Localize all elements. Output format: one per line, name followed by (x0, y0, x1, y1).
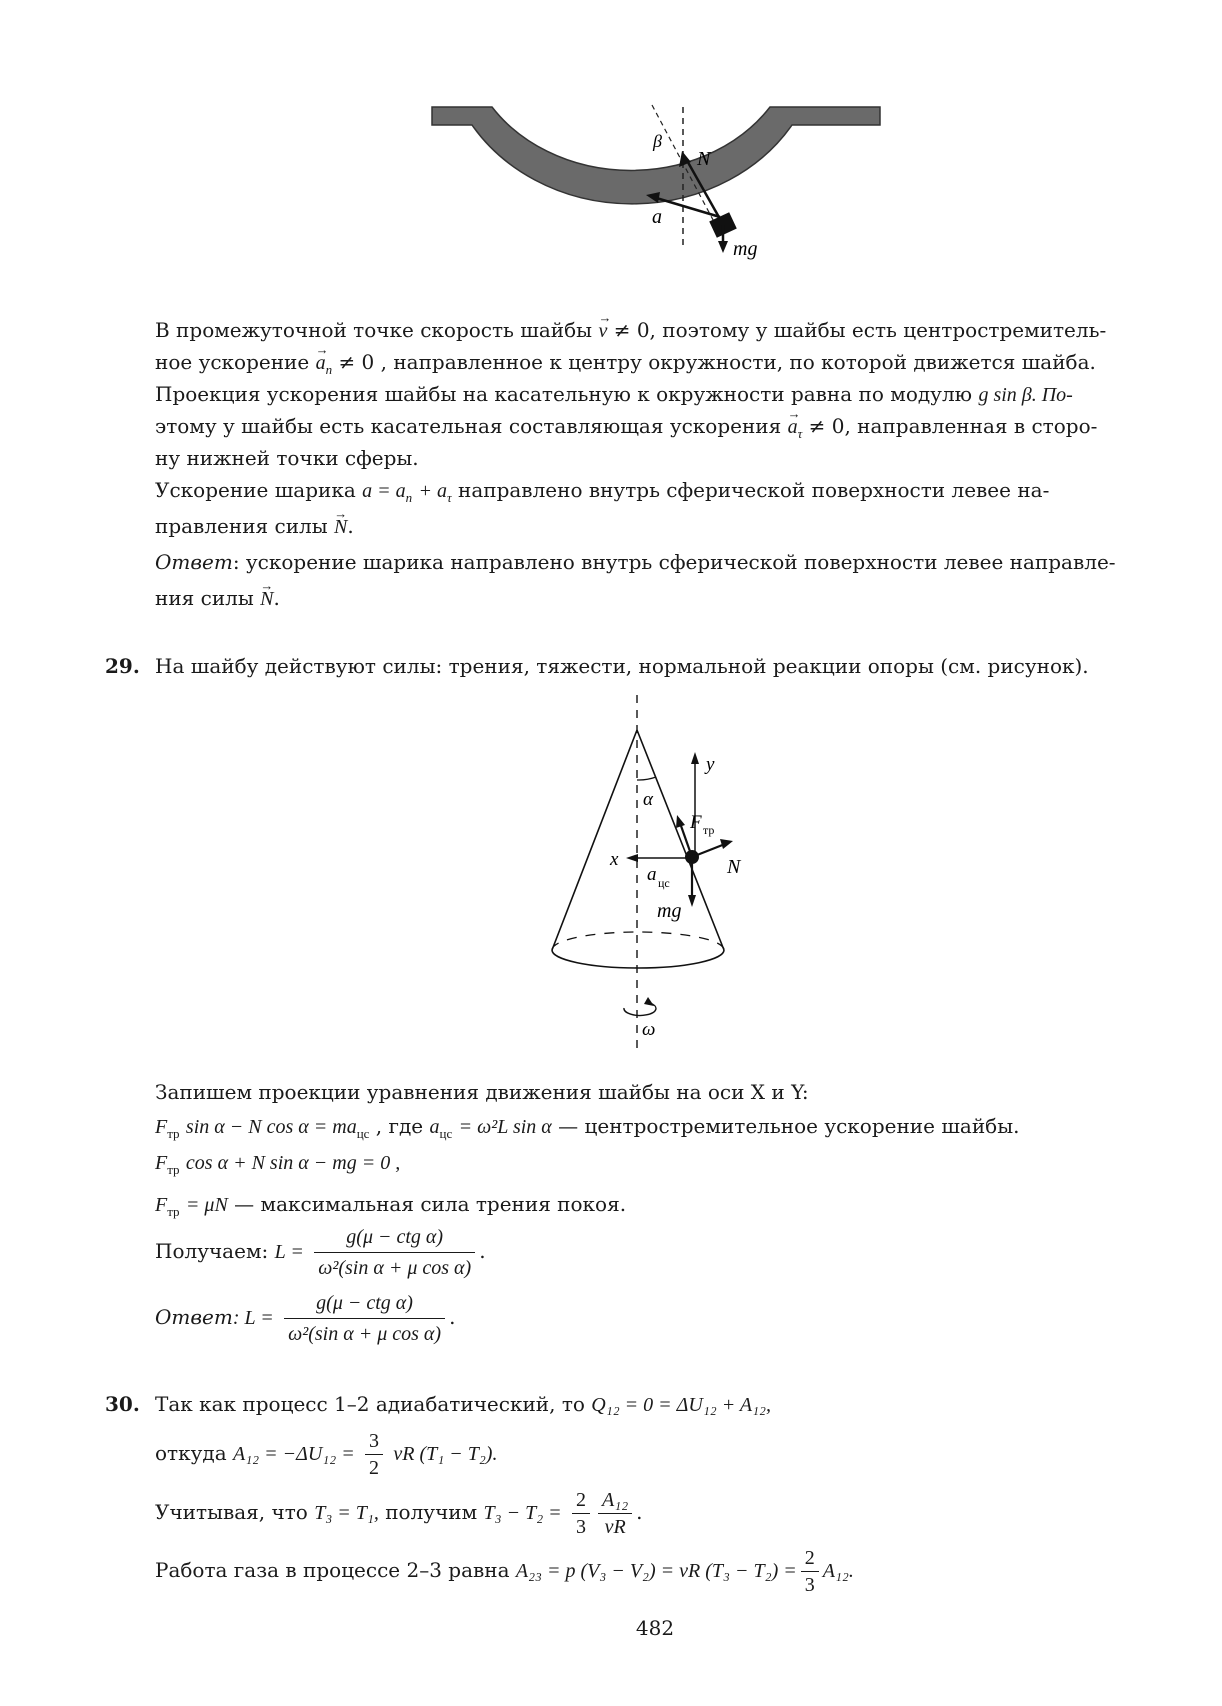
x-arrowhead (626, 854, 638, 862)
normal-arrowhead-cone (720, 839, 733, 849)
eq2-rest: cos α + N sin α − mg = 0 , (185, 1152, 401, 1174)
y-arrowhead (691, 752, 699, 764)
p28-line-7: правления силы → N. (155, 512, 354, 541)
p30-line-4 (155, 1545, 854, 1598)
p30-line-2 (155, 1428, 497, 1481)
p29-intro: На шайбу действуют силы: трения, тяжести, нормальной реакции опоры (см. рисунок). (155, 654, 1089, 678)
p28-line-1 (155, 316, 1106, 345)
p30-l2-den: 2 (369, 1457, 380, 1479)
alpha-label: α (643, 789, 653, 810)
accel-sum-sub2: τ (446, 490, 452, 505)
problem-29-number: 29. (105, 654, 140, 678)
answer-denominator: ω²(sin α + μ cos α) (288, 1323, 442, 1345)
eq1-F-sub: тр (167, 1126, 180, 1141)
an-sub: n (325, 362, 333, 377)
accel-sum-formula: a = a (362, 480, 406, 502)
x-label: x (610, 849, 619, 870)
beta-label: β (653, 131, 662, 151)
p30-l4-tail: A₁₂. (822, 1560, 854, 1582)
p30-l1-text: Так как процесс 1–2 адиабатический, то (155, 1392, 585, 1416)
p30-l4-text: Работа газа в процессе 2–3 равна (155, 1558, 510, 1582)
p28-l1-text: В промежуточной точке скорость шайбы (155, 318, 593, 342)
p28-l2-tail: ≠ 0 , направленное к центру окружности, по которой движется шайба. (338, 350, 1096, 374)
p28-l7-text: правления силы (155, 514, 328, 538)
p29-answer-label: Ответ (155, 1305, 233, 1329)
eq1-a-val: = ω²L sin α (458, 1116, 552, 1138)
p30-l3-num1: 2 (572, 1487, 590, 1514)
a-cs-sub-label: цс (658, 876, 670, 890)
p30-l3-formula: T₃ = T₁, (314, 1502, 379, 1524)
p30-l2-num: 3 (365, 1428, 383, 1455)
bowl-figure (420, 95, 900, 295)
cone-base-back (552, 932, 724, 950)
p30-l3-fraction2 (598, 1487, 632, 1540)
p28-line-2 (155, 348, 1096, 384)
p29-eq-1 (155, 1112, 1019, 1148)
answer-text: : ускорение шарика направлено внутрь сферической поверхности левее направле- (232, 550, 1116, 574)
p29-eq-3 (155, 1190, 626, 1226)
p29-eq-intro-text: Запишем проекции уравнения движения шайбы на оси X и Y: (155, 1080, 809, 1104)
eq1-where: , где (375, 1114, 424, 1138)
result-numerator: g(μ − ctg α) (314, 1222, 475, 1253)
answer-N-symbol: → N (260, 585, 273, 613)
p28-answer-line-2: ния силы → N. (155, 584, 280, 613)
a-cs-label: a (647, 864, 657, 885)
N-cone-label: N (727, 856, 741, 878)
p28-answer-line-1 (155, 548, 1116, 576)
p28-l3-text: Проекция ускорения шайбы на касательную к окружности равна по модулю (155, 382, 973, 406)
p30-l2-fraction (365, 1428, 383, 1481)
p30-l3-text2: получим (385, 1500, 478, 1524)
F-sub-label: тр (703, 823, 715, 837)
accel-sum-sub1: n (405, 490, 413, 505)
mg-label: mg (733, 238, 758, 260)
result-label: Получаем: (155, 1239, 269, 1263)
friction-arrowhead (676, 815, 685, 828)
p30-l3-den2: νR (604, 1516, 626, 1538)
p28-l6-tail: направлено внутрь сферической поверхности левее на- (458, 478, 1050, 502)
an-symbol: → a (316, 349, 326, 377)
N-symbol: → N (334, 513, 347, 541)
p28-line-6 (155, 476, 1049, 512)
rotation-arrowhead (644, 997, 654, 1006)
p30-l3-num2: A₁₂ (598, 1487, 632, 1514)
mg-cone-label: mg (657, 900, 682, 922)
cone-left-edge (552, 730, 637, 950)
p28-l6-text: Ускорение шарика (155, 478, 356, 502)
p28-l1-tail: ≠ 0, поэтому у шайбы есть центростремитель- (613, 318, 1107, 342)
p30-l1-formula: Q₁₂ = 0 = ΔU₁₂ + A₁₂, (591, 1394, 771, 1416)
bowl-shape (432, 107, 880, 204)
accel-sum-formula2: + a (418, 480, 447, 502)
p28-l3-formula: g sin β. По- (978, 384, 1073, 406)
p29-result: Получаем: L = $\frac{\text{g(μ − ctg α)}}{\text{ω²(sin α + μ cos α)}}$ . (155, 1222, 486, 1283)
p28-l4-text: этому у шайбы есть касательная составляющая ускорения (155, 414, 782, 438)
answer-numerator: g(μ − ctg α) (284, 1288, 445, 1319)
gravity-arrowhead-cone (688, 895, 696, 907)
result-L: L = (274, 1241, 304, 1263)
p30-l2-formula: A₁₂ = −ΔU₁₂ = (232, 1443, 355, 1465)
result-fraction (314, 1222, 475, 1283)
eq2-F: F (155, 1152, 168, 1174)
omega-label: ω (642, 1019, 656, 1040)
result-denominator: ω²(sin α + μ cos α) (318, 1257, 472, 1279)
p29-eq-2 (155, 1148, 400, 1184)
p30-l2-text: откуда (155, 1441, 227, 1465)
p28-l4-tail: ≠ 0, направленная в сторо- (808, 414, 1098, 438)
p29-answer: Ответ: L = $\frac{\text{g(μ − ctg α)}}{\text{ω²(sin α + μ cos α)}}$ . (155, 1288, 455, 1349)
eq1-F: F (155, 1116, 168, 1138)
p30-line-3: Учитывая, что T₃ = T₁, получим T₃ − T₂ = $\frac{2}{3}$ $\frac{\text{A₁₂}}{\nu R}$ . (155, 1489, 643, 1538)
problem-30-number: 30. (105, 1392, 140, 1416)
p28-line-5 (155, 444, 419, 472)
p30-l3-den1: 3 (576, 1516, 587, 1538)
p30-l3-text: Учитывая, что (155, 1500, 308, 1524)
p29-answer-L: : L = (232, 1307, 274, 1329)
eq1-a: a (429, 1116, 440, 1138)
p30-l4-fraction (801, 1545, 819, 1598)
normal-arrow (692, 844, 725, 857)
p30-line-1 (155, 1390, 771, 1419)
alpha-arc (637, 777, 656, 780)
p28-line-3 (155, 380, 1073, 409)
eq1-a-sub: цс (439, 1126, 453, 1141)
cone-base-front (552, 950, 724, 968)
p30-l2-tail: νR (T₁ − T₂). (393, 1443, 498, 1465)
eq1-sub2: цс (356, 1126, 370, 1141)
atau-symbol: → a (788, 413, 798, 441)
y-label: y (706, 754, 715, 775)
N-label: N (697, 148, 711, 170)
eq2-F-sub: тр (167, 1162, 180, 1177)
p30-l3-formula2: T₃ − T₂ = (483, 1502, 562, 1524)
eq3-F: F (155, 1194, 168, 1216)
eq3-F-sub: тр (167, 1204, 180, 1219)
p28-l2-text: ное ускорение (155, 350, 310, 374)
gravity-arrowhead (718, 241, 728, 253)
eq3-rest: = μN (185, 1194, 228, 1216)
p30-l4-formula: A₂₃ = p (V₃ − V₂) = νR (T₃ − T₂) = (515, 1560, 797, 1582)
F-label: F (690, 812, 702, 833)
eq3-tail: — максимальная сила трения покоя. (234, 1192, 627, 1216)
p29-eq-intro (155, 1078, 809, 1106)
p30-l4-num: 2 (801, 1545, 819, 1572)
velocity-symbol: → v (598, 317, 607, 345)
atau-sub: τ (797, 426, 803, 441)
eq1-rest: sin α − N cos α = ma (185, 1116, 357, 1138)
cone-figure (530, 695, 770, 1055)
a-label: a (652, 206, 662, 228)
answer-text-2: ния силы (155, 586, 254, 610)
page-number: 482 (635, 1616, 675, 1640)
answer-fraction (284, 1288, 445, 1349)
p28-line-4 (155, 412, 1097, 448)
p30-l3-fraction1 (572, 1487, 590, 1540)
answer-label: Ответ (155, 550, 233, 574)
p30-l4-den: 3 (804, 1574, 815, 1596)
p28-l5-text: ну нижней точки сферы. (155, 446, 419, 470)
eq1-tail: — центростремительное ускорение шайбы. (558, 1114, 1020, 1138)
